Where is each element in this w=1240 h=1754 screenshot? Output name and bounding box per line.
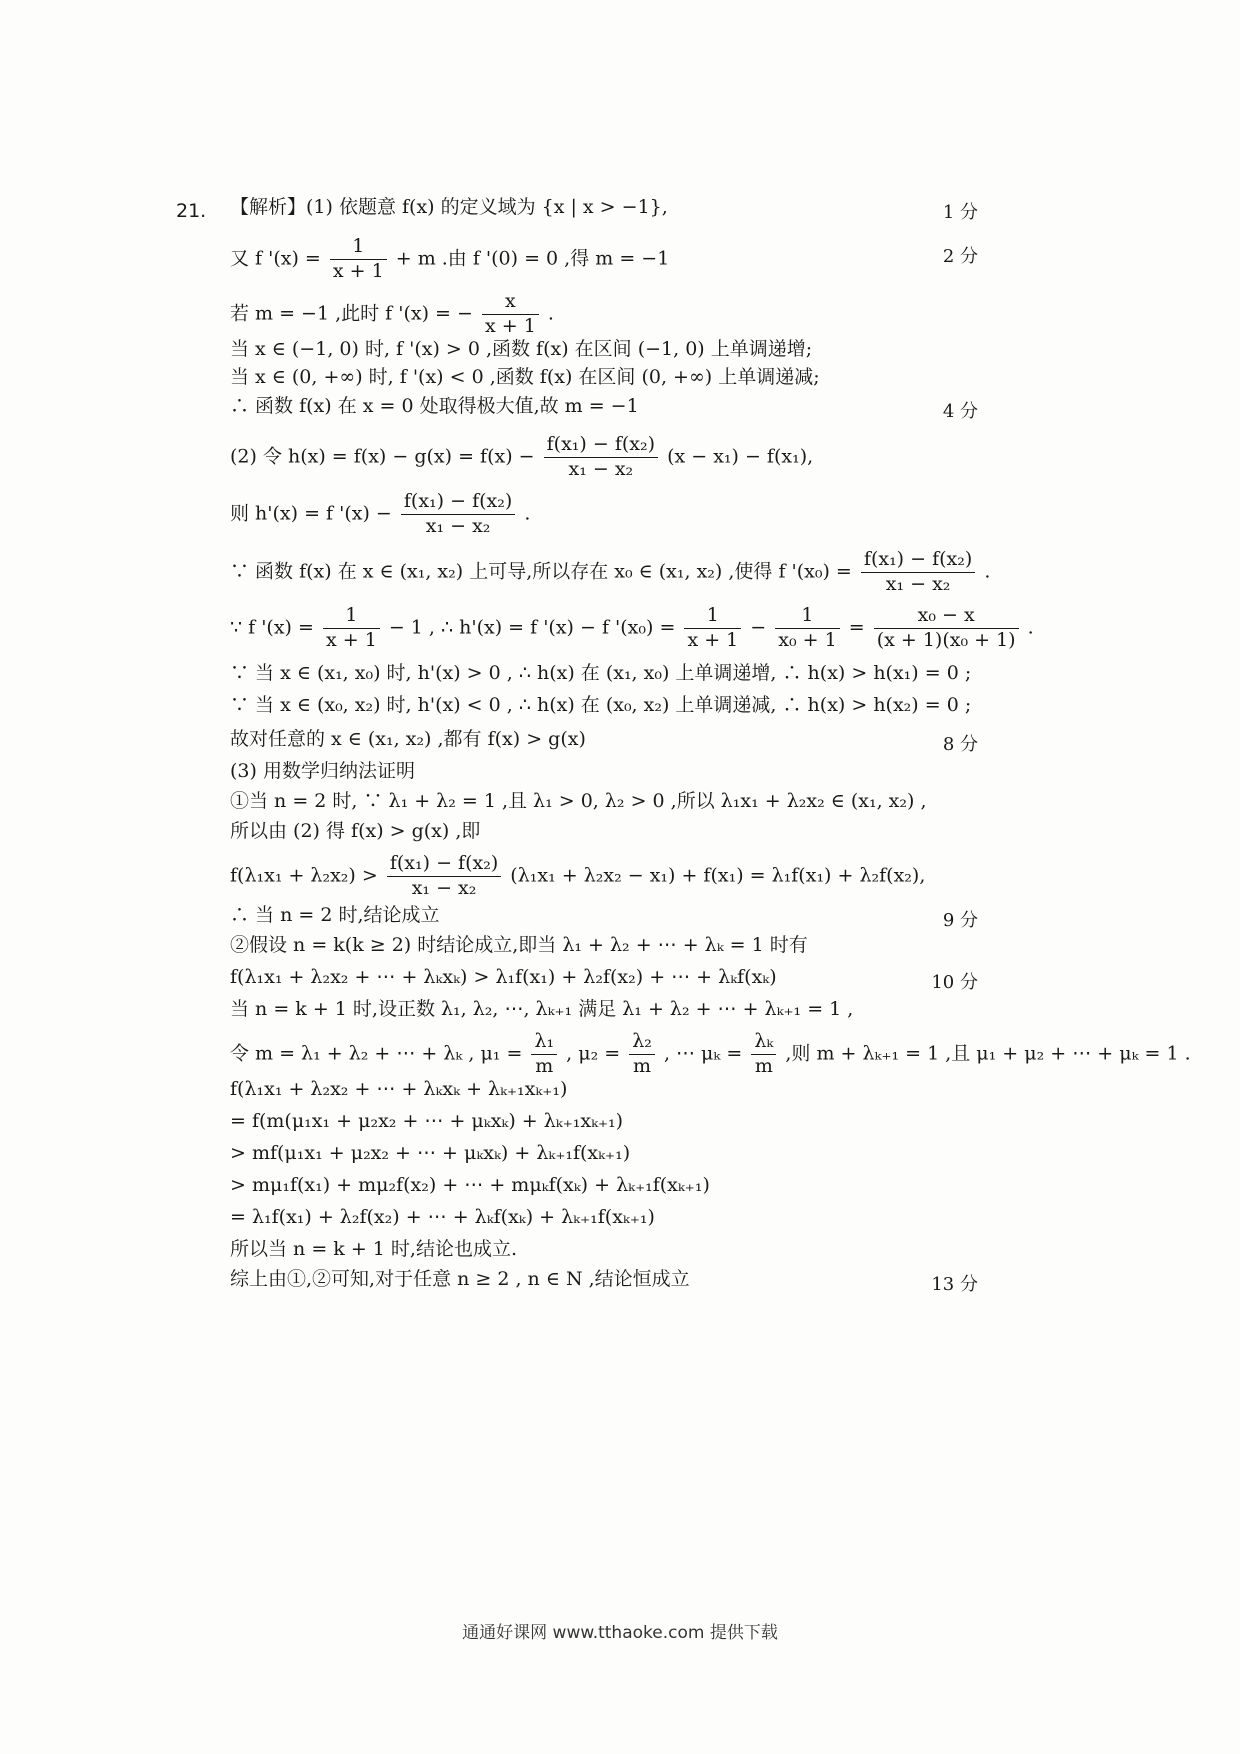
numerator: 1 bbox=[684, 604, 741, 629]
score-4: 4 分 bbox=[942, 401, 978, 422]
denominator: x₀ + 1 bbox=[778, 628, 837, 651]
score-10: 10 分 bbox=[931, 972, 978, 993]
text-segment: . bbox=[1027, 616, 1034, 639]
denominator: x₁ − x₂ bbox=[568, 457, 634, 480]
fraction bbox=[775, 604, 839, 653]
text-segment: , μ₂ = bbox=[566, 1042, 621, 1065]
part3-line8: 当 n = k + 1 时,设正数 λ₁, λ₂, ⋯, λₖ₊₁ 满足 λ₁ + λ₂ + ⋯ + λₖ₊₁ = 1 , bbox=[230, 998, 854, 1020]
numerator: f(x₁) − f(x₂) bbox=[387, 852, 501, 877]
numerator: f(x₁) − f(x₂) bbox=[401, 490, 515, 515]
numerator: f(x₁) − f(x₂) bbox=[861, 548, 975, 573]
text-segment: = bbox=[848, 616, 865, 639]
part3-line2: ①当 n = 2 时, ∵ λ₁ + λ₂ = 1 ,且 λ₁ > 0, λ₂ > 0 ,所以 λ₁x₁ + λ₂x₂ ∈ (x₁, x₂) , bbox=[230, 790, 927, 812]
fraction bbox=[323, 604, 380, 653]
denominator: x₁ − x₂ bbox=[425, 514, 491, 537]
part3-line1: (3) 用数学归纳法证明 bbox=[230, 760, 415, 782]
numerator: λ₁ bbox=[531, 1030, 557, 1055]
denominator: x + 1 bbox=[332, 259, 384, 282]
text-segment: ∵ 函数 f(x) 在 x ∈ (x₁, x₂) 上可导,所以存在 x₀ ∈ (x₁, x₂) ,使得 f '(x₀) = bbox=[230, 560, 852, 583]
part3-line4 bbox=[230, 852, 925, 901]
fraction bbox=[874, 604, 1019, 653]
part3-line16: 综上由①,②可知,对于任意 n ≥ 2 , n ∈ N ,结论恒成立 bbox=[230, 1268, 690, 1290]
numerator: 1 bbox=[323, 604, 380, 629]
text-segment: − 1 , ∴ h'(x) = f '(x) − f '(x₀) = bbox=[388, 616, 676, 639]
fraction bbox=[330, 235, 387, 284]
fraction bbox=[629, 1030, 655, 1079]
fraction bbox=[387, 852, 501, 901]
text-segment: 则 h'(x) = f '(x) − bbox=[230, 502, 392, 525]
score-1: 1 分 bbox=[942, 202, 978, 223]
footer-source: 通通好课网 www.tthaoke.com 提供下载 bbox=[462, 1623, 778, 1643]
text-segment: 若 m = −1 ,此时 f '(x) = − bbox=[230, 302, 473, 325]
denominator: m bbox=[633, 1054, 652, 1077]
part3-line7: f(λ₁x₁ + λ₂x₂ + ⋯ + λₖxₖ) > λ₁f(x₁) + λ₂f(x₂) + ⋯ + λₖf(xₖ) bbox=[230, 966, 777, 988]
part3-line14: = λ₁f(x₁) + λ₂f(x₂) + ⋯ + λₖf(xₖ) + λₖ₊₁f(xₖ₊₁) bbox=[230, 1206, 655, 1228]
numerator: f(x₁) − f(x₂) bbox=[544, 433, 658, 458]
part2-line6: ∵ 当 x ∈ (x₀, x₂) 时, h'(x) < 0 , ∴ h(x) 在 (x₀, x₂) 上单调递减, ∴ h(x) > h(x₂) = 0 ; bbox=[230, 694, 972, 716]
text-segment: , ⋯ μₖ = bbox=[663, 1042, 743, 1065]
fraction bbox=[861, 548, 975, 597]
numerator: x₀ − x bbox=[874, 604, 1019, 629]
numerator: x bbox=[482, 290, 539, 315]
text-segment: . bbox=[524, 502, 531, 525]
fraction bbox=[401, 490, 515, 539]
part1-line3 bbox=[230, 290, 554, 339]
denominator: x₁ − x₂ bbox=[411, 876, 477, 899]
text-segment: (λ₁x₁ + λ₂x₂ − x₁) + f(x₁) = λ₁f(x₁) + λ₂f(x₂), bbox=[510, 864, 926, 887]
text-segment: (x − x₁) − f(x₁), bbox=[667, 445, 814, 468]
text-segment: f(λ₁x₁ + λ₂x₂) > bbox=[230, 864, 378, 887]
part2-line7: 故对任意的 x ∈ (x₁, x₂) ,都有 f(x) > g(x) bbox=[230, 728, 586, 750]
part1-line4: 当 x ∈ (−1, 0) 时, f '(x) > 0 ,函数 f(x) 在区间 (−1, 0) 上单调递增; bbox=[230, 338, 813, 360]
part3-line10: f(λ₁x₁ + λ₂x₂ + ⋯ + λₖxₖ + λₖ₊₁xₖ₊₁) bbox=[230, 1078, 568, 1100]
text-segment: 又 f '(x) = bbox=[230, 247, 321, 270]
fraction bbox=[684, 604, 741, 653]
part2-line1 bbox=[230, 433, 813, 482]
part3-line9 bbox=[230, 1030, 1191, 1079]
problem-number: 21. bbox=[176, 200, 207, 222]
fraction bbox=[531, 1030, 557, 1079]
part3-line5: ∴ 当 n = 2 时,结论成立 bbox=[230, 904, 440, 926]
part2-line5: ∵ 当 x ∈ (x₁, x₀) 时, h'(x) > 0 , ∴ h(x) 在 (x₁, x₀) 上单调递增, ∴ h(x) > h(x₁) = 0 ; bbox=[230, 662, 972, 684]
text-segment: . bbox=[547, 302, 554, 325]
part3-line3: 所以由 (2) 得 f(x) > g(x) ,即 bbox=[230, 820, 481, 842]
fraction bbox=[751, 1030, 776, 1079]
numerator: 1 bbox=[775, 604, 839, 629]
part3-line6: ②假设 n = k(k ≥ 2) 时结论成立,即当 λ₁ + λ₂ + ⋯ + λₖ = 1 时有 bbox=[230, 934, 808, 956]
score-8: 8 分 bbox=[942, 734, 978, 755]
text-segment: − bbox=[750, 616, 767, 639]
text-segment: ,则 m + λₖ₊₁ = 1 ,且 μ₁ + μ₂ + ⋯ + μₖ = 1 . bbox=[785, 1042, 1191, 1065]
denominator: x₁ − x₂ bbox=[885, 572, 951, 595]
fraction bbox=[482, 290, 539, 339]
numerator: 1 bbox=[330, 235, 387, 260]
fraction bbox=[544, 433, 658, 482]
denominator: x + 1 bbox=[484, 314, 536, 337]
text-segment: + m .由 f '(0) = 0 ,得 m = −1 bbox=[395, 247, 670, 270]
part2-line2 bbox=[230, 490, 530, 539]
text-segment: . bbox=[984, 560, 991, 583]
denominator: x + 1 bbox=[687, 628, 739, 651]
denominator: m bbox=[754, 1054, 773, 1077]
denominator: (x + 1)(x₀ + 1) bbox=[876, 628, 1016, 651]
part3-line12: > mf(μ₁x₁ + μ₂x₂ + ⋯ + μₖxₖ) + λₖ₊₁f(xₖ₊₁) bbox=[230, 1142, 631, 1164]
part2-line3 bbox=[230, 548, 990, 597]
part2-line4 bbox=[230, 604, 1034, 653]
denominator: x + 1 bbox=[325, 628, 377, 651]
numerator: λ₂ bbox=[629, 1030, 655, 1055]
part3-line15: 所以当 n = k + 1 时,结论也成立. bbox=[230, 1238, 517, 1260]
numerator: λₖ bbox=[751, 1030, 776, 1055]
part1-line5: 当 x ∈ (0, +∞) 时, f '(x) < 0 ,函数 f(x) 在区间 (0, +∞) 上单调递减; bbox=[230, 366, 820, 388]
part3-line13: > mμ₁f(x₁) + mμ₂f(x₂) + ⋯ + mμₖf(xₖ) + λₖ₊₁f(xₖ₊₁) bbox=[230, 1174, 710, 1196]
part1-line6: ∴ 函数 f(x) 在 x = 0 处取得极大值,故 m = −1 bbox=[230, 395, 639, 417]
part1-line2 bbox=[230, 235, 669, 284]
denominator: m bbox=[535, 1054, 554, 1077]
text-segment: (2) 令 h(x) = f(x) − g(x) = f(x) − bbox=[230, 445, 535, 468]
text-segment: ∵ f '(x) = bbox=[230, 616, 314, 639]
score-9: 9 分 bbox=[942, 910, 978, 931]
text-segment: 令 m = λ₁ + λ₂ + ⋯ + λₖ , μ₁ = bbox=[230, 1042, 523, 1065]
part3-line11: = f(m(μ₁x₁ + μ₂x₂ + ⋯ + μₖxₖ) + λₖ₊₁xₖ₊₁) bbox=[230, 1110, 624, 1132]
score-2: 2 分 bbox=[942, 246, 978, 267]
part1-line1: 【解析】(1) 依题意 f(x) 的定义域为 {x | x > −1}, bbox=[230, 196, 668, 218]
score-13: 13 分 bbox=[931, 1274, 978, 1295]
